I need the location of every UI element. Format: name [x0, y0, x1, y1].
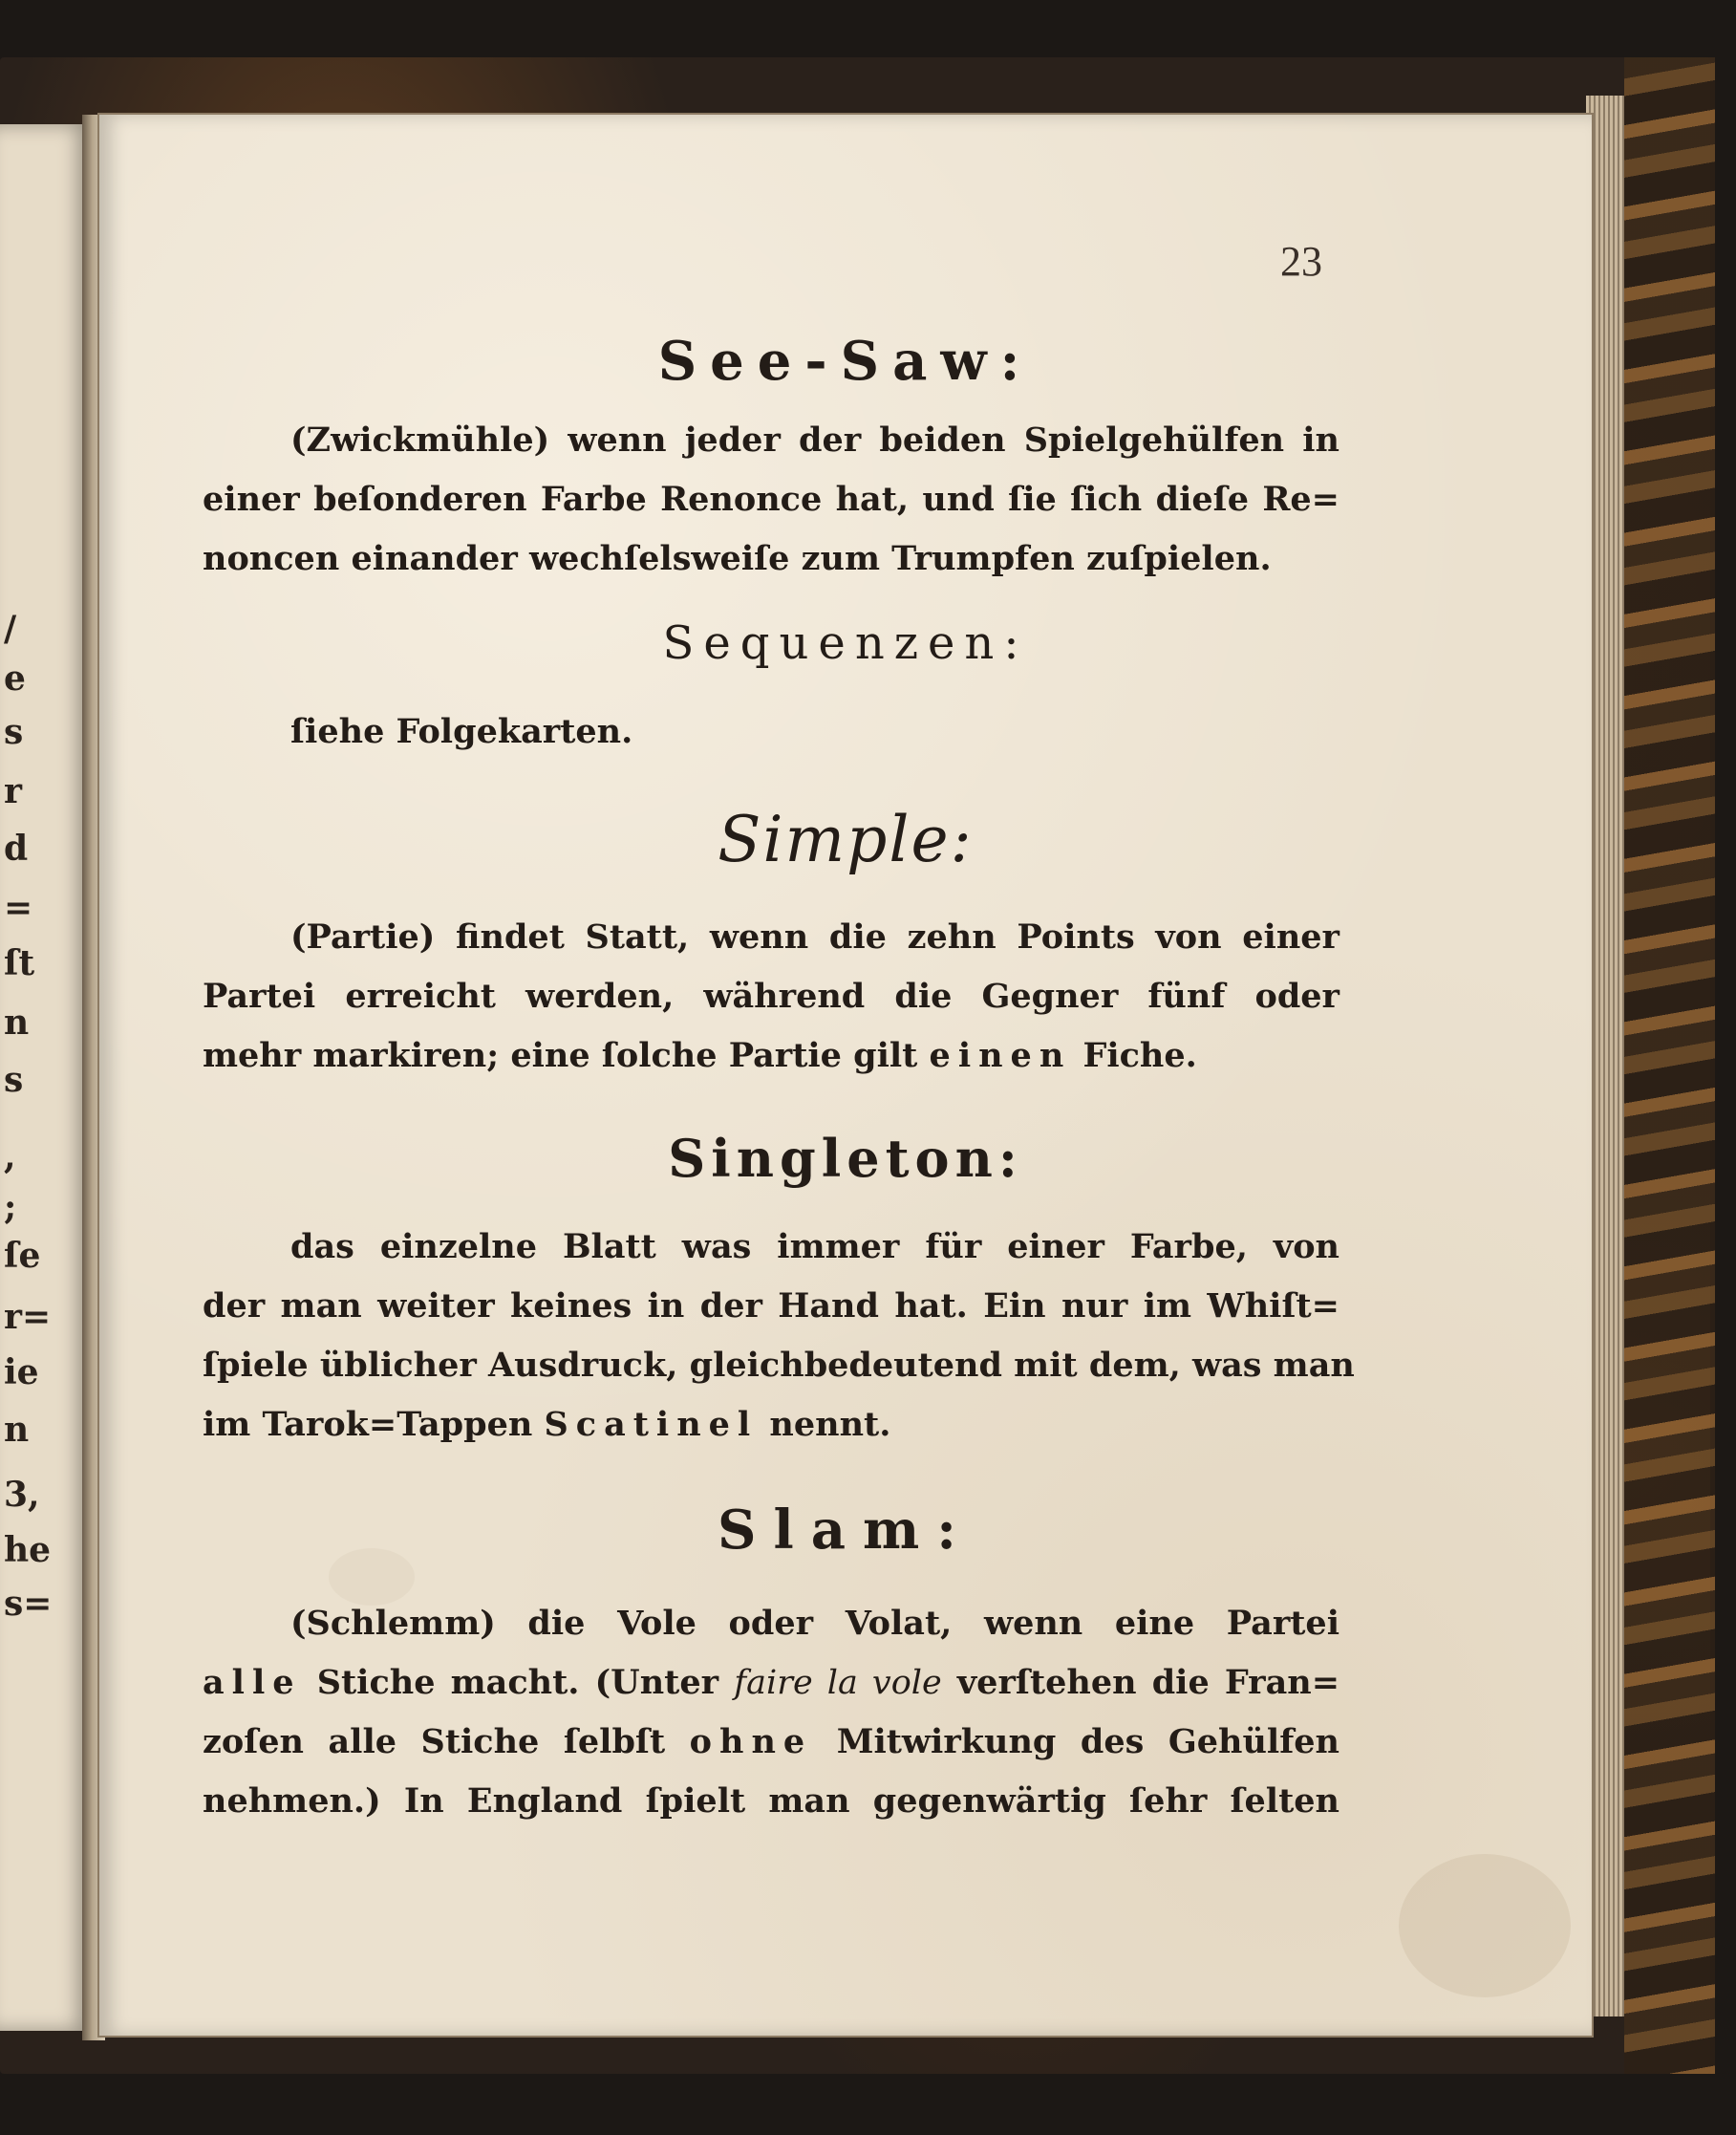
entry-body-see-saw — [203, 411, 1340, 589]
entry-heading-singleton: Singleton: — [668, 1128, 1023, 1189]
left-fragment: s — [4, 1060, 24, 1100]
text-run-italic: faire la vole — [734, 1664, 942, 1702]
text-line: nehmen.) In England ſpielt man gegenwärtig ſehr ſelten — [203, 1781, 1340, 1821]
page-stack-edge — [1586, 96, 1624, 2016]
text-run: Fiche. — [1082, 1036, 1197, 1075]
left-fragment: ſt — [4, 943, 35, 983]
text-line: (Zwickmühle) wenn jeder der beiden Spielgehülfen in — [290, 421, 1340, 460]
text-line: noncen einander wechſelsweiſe zum Trumpfen zuſpielen. — [203, 539, 1272, 578]
left-fragment: d — [4, 829, 29, 869]
left-fragment: he — [4, 1530, 52, 1570]
page-stain — [1399, 1854, 1571, 1997]
left-fragment: s= — [4, 1584, 53, 1624]
text-run: zoſen alle Stiche ſelbſt — [203, 1722, 666, 1761]
text-line: der man weiter keines in der Hand hat. Ein nur im Whiſt= — [203, 1286, 1340, 1326]
left-fragment: e — [4, 658, 26, 699]
left-fragment: 3, — [4, 1475, 40, 1515]
left-fragment: ; — [4, 1187, 17, 1227]
left-fragment: r= — [4, 1297, 52, 1337]
left-fragment: n — [4, 1410, 30, 1450]
entry-body-sequenzen — [203, 702, 1340, 762]
text-line: einer beſonderen Farbe Renonce hat, und ſie ſich dieſe Re= — [203, 480, 1340, 519]
text-run-spaced: alle — [203, 1663, 302, 1702]
text-run: mehr markiren; eine ſolche Partie gilt — [203, 1036, 918, 1075]
text-line — [203, 1026, 1340, 1086]
entry-heading-sequenzen: Sequenzen: — [662, 616, 1029, 670]
text-run-spaced: einen — [929, 1036, 1072, 1075]
left-fragment: n — [4, 1003, 30, 1043]
text-line: (Partie) findet Statt, wenn die zehn Points von einer — [290, 917, 1340, 957]
text-run: nennt. — [769, 1405, 891, 1444]
entry-heading-see-saw: See-Saw: — [657, 330, 1034, 393]
text-line — [203, 1713, 1340, 1772]
left-fragment: = — [4, 888, 33, 928]
entry-heading-simple: Simple: — [718, 803, 974, 876]
left-fragment: ſe — [4, 1236, 41, 1276]
text-line: das einzelne Blatt was immer für einer Farbe, von — [290, 1227, 1340, 1266]
text-run: Mitwirkung des Gehülfen — [836, 1722, 1340, 1761]
left-fragment: , — [4, 1136, 16, 1176]
text-line — [203, 1653, 1340, 1713]
text-run: verſtehen die Fran= — [956, 1663, 1340, 1702]
left-fragment: / — [4, 609, 17, 649]
text-line — [203, 1395, 1340, 1455]
left-fragment: r — [4, 771, 22, 811]
text-line: ſiehe Folgekarten. — [290, 712, 633, 751]
left-fragment: ie — [4, 1352, 39, 1392]
left-fragment: s — [4, 712, 24, 752]
entry-body-slam — [203, 1594, 1340, 1831]
page-number: 23 — [1280, 238, 1322, 285]
text-line: Partei erreicht werden, während die Gegner fünf oder — [203, 977, 1340, 1016]
entry-body-simple — [203, 908, 1340, 1086]
text-run: Stiche macht. (Unter — [316, 1663, 719, 1702]
text-run-spaced: ohne — [689, 1722, 813, 1761]
text-run-spaced: Scatinel — [544, 1405, 759, 1444]
text-line: ſpiele üblicher Ausdruck, gleichbedeutend mit dem, was man — [203, 1346, 1355, 1385]
entry-heading-slam: Slam: — [718, 1499, 974, 1562]
text-line: (Schlemm) die Vole oder Volat, wenn eine Partei — [290, 1604, 1340, 1643]
entry-body-singleton — [203, 1218, 1355, 1455]
text-run: im Tarok=Tappen — [203, 1405, 533, 1444]
marbled-cover-edge — [1624, 57, 1715, 2074]
